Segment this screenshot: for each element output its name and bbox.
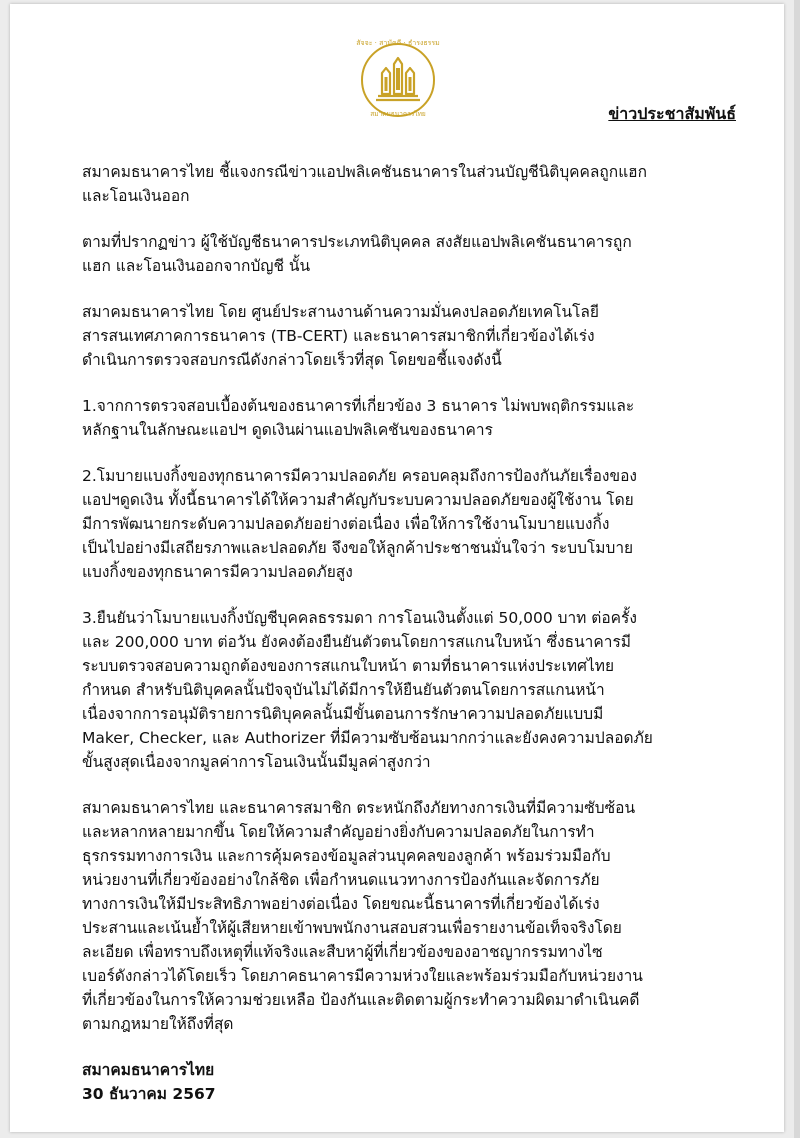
paragraph-closing: สมาคมธนาคารไทย และธนาคารสมาชิก ตระหนักถึงภัยทางการเงินที่มีความซับซ้อน และหลากหลายมากขึ้น โดยให้ความสำคัญอย่างยิ่งกับความปลอดภัยในการทำ ธุรกรรมทางการเงิน และการคุ้มครองข้อมูลส่วนบุคคลของลูกค้า พร้อมร่วมมือกับ หน่วยงานที่เกี่ยวข้องอย่างใกล้ชิด เพื่อกำหนดแนวทางการป้องกันและจัดการภัย ทางการเงินให้มีประสิทธิภาพอย่างต่อเนื่อง โดยขณะนี้ธนาคารที่เกี่ยวข้องได้เร่ง ประสานและเน้นย้ำให้ผู้เสียหายเข้าพบพนักงานสอบสวนเพื่อรายงานข้อเท็จจริงโดย ละเอียด เพื่อทราบถึงเหตุที่แท้จริงและสืบหาผู้ที่เกี่ยวข้องของอาชญากรรมทางไซ เบอร์ดังกล่าวได้โดยเร็ว โดยภาคธนาคารมีความห่วงใยและพร้อมร่วมมือกับหน่วยงาน ที่เกี่ยวข้องในการให้ความช่วยเหลือ ป้องกันและติดตามผู้กระทำความผิดมาดำเนินคดี ตามกฎหมายให้ถึงที่สุด	[82, 799, 643, 1033]
logo-top-text: สัจจะ · สามัคคี · ธำรงธรรม	[356, 39, 440, 47]
viewer-edge	[794, 0, 800, 1138]
paragraph-intro: ตามที่ปรากฏข่าว ผู้ใช้บัญชีธนาคารประเภทนิติบุคคล สงสัยแอปพลิเคชันธนาคารถูก แฮก และโอนเงินออกจากบัญชี นั้น	[82, 233, 632, 275]
signature-block	[82, 1058, 732, 1106]
paragraph-point-2: 2.โมบายแบงกิ้งของทุกธนาคารมีความปลอดภัย ครอบคลุมถึงการป้องกันภัยเรื่องของ แอปฯดูดเงิน ทั้งนี้ธนาคารได้ให้ความสำคัญกับระบบความปลอดภัยของผู้ใช้งาน โดย มีการพัฒนายกระดับความปลอดภัยอย่างต่อเนื่อง เพื่อให้การใช้งานโมบายแบงกิ้ง เป็นไปอย่างมีเสถียรภาพและปลอดภัย จึงขอให้ลูกค้าประชาชนมั่นใจว่า ระบบโมบาย แบงกิ้งของทุกธนาคารมีความปลอดภัยสูง	[82, 467, 637, 581]
paragraph-title: สมาคมธนาคารไทย ชี้แจงกรณีข่าวแอปพลิเคชันธนาคารในส่วนบัญชีนิติบุคคลถูกแฮก และโอนเงินออก	[82, 163, 648, 205]
signature-date: 30 ธันวาคม 2567	[82, 1085, 216, 1103]
document-body	[82, 160, 732, 1106]
logo-bottom-text: สมาคมธนาคารไทย	[370, 110, 426, 118]
signature-organization: สมาคมธนาคารไทย	[82, 1061, 215, 1079]
document-page	[10, 4, 784, 1132]
logo-emblem-icon	[350, 32, 446, 128]
paragraph-point-1: 1.จากการตรวจสอบเบื้องต้นของธนาคารที่เกี่ยวข้อง 3 ธนาคาร ไม่พบพฤติกรรมและ หลักฐานในลักษณะแอปฯ ดูดเงินผ่านแอปพลิเคชันของธนาคาร	[82, 397, 635, 439]
page-heading: ข่าวประชาสัมพันธ์	[608, 104, 736, 123]
paragraph-investigation: สมาคมธนาคารไทย โดย ศูนย์ประสานงานด้านความมั่นคงปลอดภัยเทคโนโลยี สารสนเทศภาคการธนาคาร (TB-CERT) และธนาคารสมาชิกที่เกี่ยวข้องได้เร่ง ดำเนินการตรวจสอบกรณีดังกล่าวโดยเร็วที่สุด โดยขอชี้แจงดังนี้	[82, 303, 600, 369]
association-logo	[350, 32, 446, 128]
paragraph-point-3: 3.ยืนยันว่าโมบายแบงกิ้งบัญชีบุคคลธรรมดา การโอนเงินตั้งแต่ 50,000 บาท ต่อครั้ง และ 200,000 บาท ต่อวัน ยังคงต้องยืนยันตัวตนโดยการสแกนใบหน้า ซึ่งธนาคารมี ระบบตรวจสอบความถูกต้องของการสแกนใบหน้า ตามที่ธนาคารแห่งประเทศไทย กำหนด สำหรับนิติบุคคลนั้นปัจจุบันไม่ได้มีการให้ยืนยันตัวตนโดยการสแกนหน้า เนื่องจากการอนุมัติรายการนิติบุคคลนั้นมีขั้นตอนการรักษาความปลอดภัยแบบมี Maker, Checker, และ Authorizer ที่มีความซับซ้อนมากกว่าและยังคงความปลอดภัย ขั้นสูงสุดเนื่องจากมูลค่าการโอนเงินนั้นมีมูลค่าสูงกว่า	[82, 609, 653, 771]
